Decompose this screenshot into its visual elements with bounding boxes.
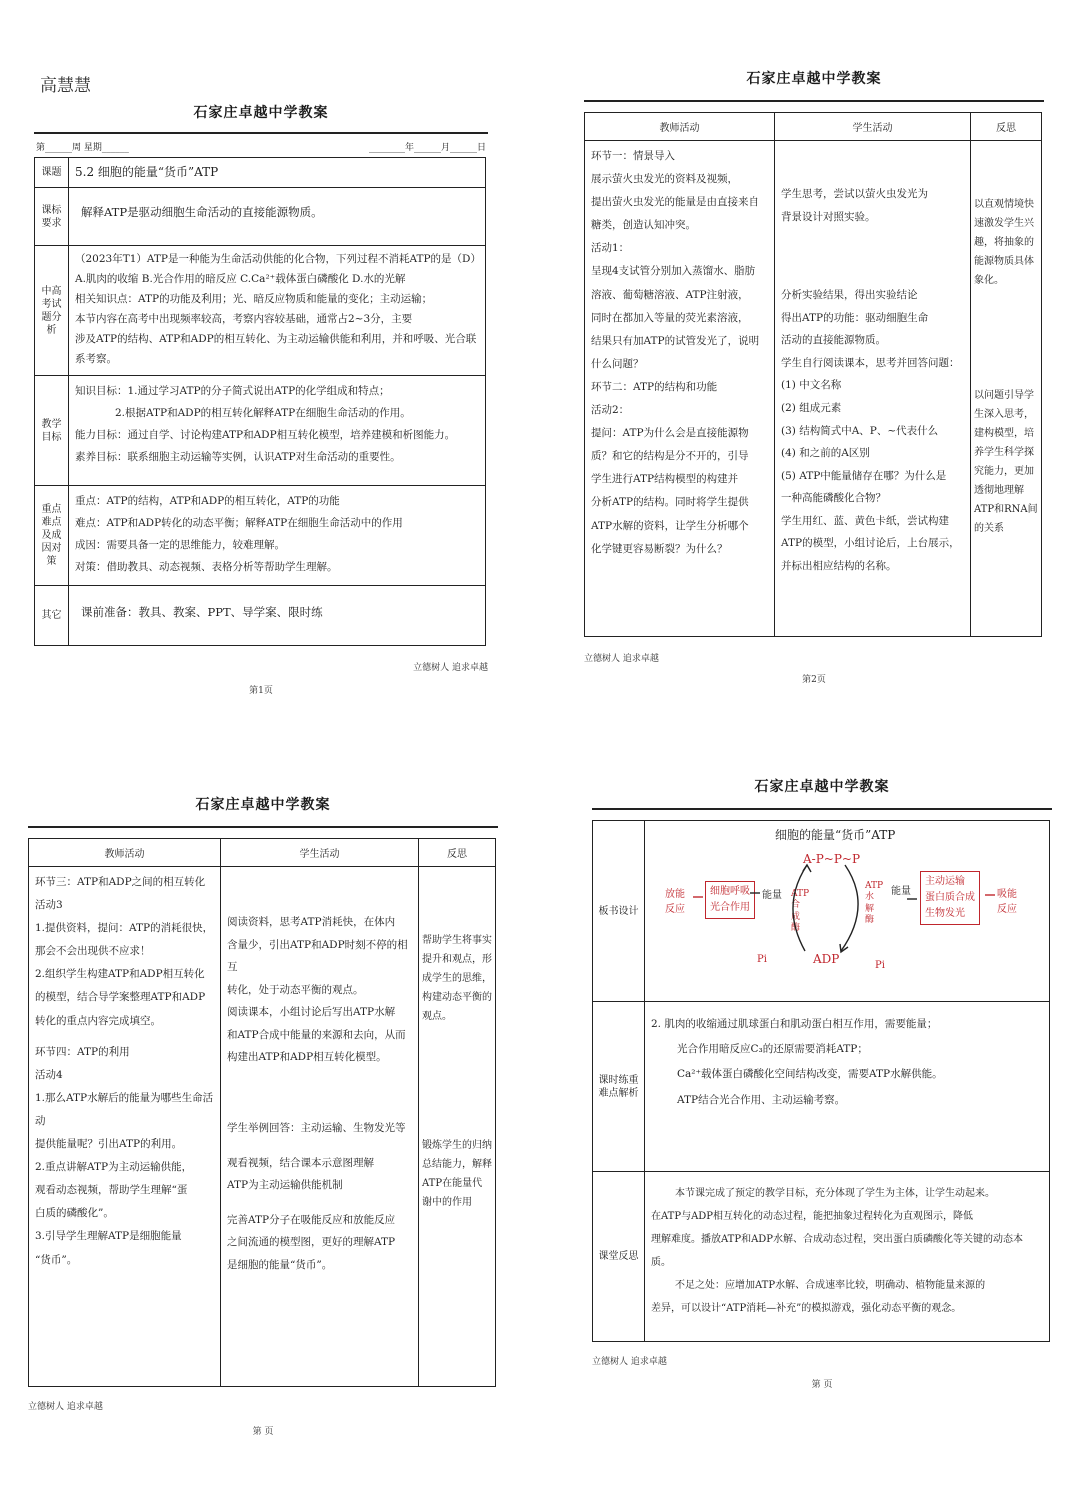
student-line: 转化，处于动态平衡的观点。 [227, 983, 364, 996]
student-line: 构建出ATP和ADP相互转化模型。 [227, 1051, 387, 1064]
page2-table [584, 112, 1042, 637]
teacher-line: 呈现4支试管分别加入蒸馏水、脂肪 [591, 265, 756, 278]
exam-analysis-label: 课时练重难点解析 [593, 1002, 645, 1172]
reflection-line: 帮助学生将事实提升和观点，形成学生的思维，构建动态平衡的观点。 [422, 935, 492, 1022]
page4-title: 石家庄卓越中学教案 [754, 779, 890, 795]
page2-student-cell [775, 141, 971, 637]
page1-number: 第1页 [249, 686, 273, 696]
teacher-activity-header: 教师活动 [29, 839, 221, 867]
teacher-line: 的模型，结合导学案整理ATP和ADP [35, 991, 206, 1004]
student-line: (4) 和之前的A区别 [781, 447, 870, 460]
key-line: 对策：借助教具、动态视频、表格分析等帮助学生理解。 [75, 561, 338, 574]
page4-footer: 立德树人 追求卓越 [592, 1357, 667, 1367]
page4-table [592, 820, 1050, 1342]
reflection-line: 差异，可以设计“ATP消耗—补充”的模拟游戏，强化动态平衡的观念。 [651, 1303, 962, 1314]
student-line: 学生用红、蓝、黄色卡纸，尝试构建 [781, 514, 949, 527]
student-line: 观看视频，结合课本示意图理解 [227, 1156, 374, 1169]
left-box-item: 细胞呼吸 [710, 886, 750, 897]
topic-value: 5.2 细胞的能量“货币”ATP [69, 158, 486, 188]
student-activity-header: 学生活动 [221, 839, 419, 867]
student-line: 学生自行阅读课本，思考并回答问题： [781, 356, 960, 369]
teacher-line: 活动1： [591, 242, 630, 255]
student-line: 得出ATP的功能：驱动细胞生命 [781, 311, 929, 324]
teacher-activity-header: 教师活动 [585, 113, 775, 141]
reflection-header: 反思 [419, 839, 496, 867]
teacher-line: ATP水解的资料，让学生分析哪个 [591, 519, 749, 532]
reflection-header: 反思 [971, 113, 1042, 141]
teacher-line: 学生进行ATP结构模型的构建并 [591, 473, 739, 486]
hydrolysis-arc [841, 865, 858, 951]
exam-line: 相关知识点：ATP的功能及利用；光、暗反应物质和能量的变化；主动运输； [75, 292, 433, 305]
teacher-line: 什么问题？ [591, 357, 644, 370]
right-use-box [920, 871, 980, 925]
student-line: 阅读课本，小组讨论后写出ATP水解 [227, 1006, 396, 1019]
exam-label: 中高考试题分析 [35, 246, 69, 376]
synthase-label: ATP合成酶 [791, 889, 810, 933]
atp-formula: A-P~P~P [803, 852, 861, 866]
goal-line: 知识目标：1.通过学习ATP的分子简式说出ATP的化学组成和特点； [75, 385, 390, 397]
page2-footer: 立德树人 追求卓越 [584, 654, 659, 664]
student-line: 完善ATP分子在吸能反应和放能反应 [227, 1213, 396, 1226]
goal-line: 素养目标：联系细胞主动运输等实例，认识ATP对生命活动的重要性。 [75, 451, 401, 464]
lesson-plan-page-1 [34, 100, 488, 720]
teacher-line: 环节二：ATP的结构和功能 [591, 380, 718, 393]
key-points [69, 486, 486, 586]
teacher-line: 活动4 [35, 1068, 63, 1081]
page1-title: 石家庄卓越中学教案 [193, 105, 329, 121]
teacher-line: 那会不会出现供不应求！ [35, 945, 151, 958]
hydrolase-label: ATP水解酶 [865, 881, 884, 925]
teacher-line: 结果只有加ATP的试管发光了，说明 [591, 334, 760, 347]
reflection-line: 不足之处：应增加ATP水解、合成速率比较，明确动、植物能量来源的 [675, 1280, 986, 1291]
reflection-line: 锻炼学生的归纳总结能力，解释ATP在能量代谢中的作用 [422, 1140, 492, 1208]
teacher-line: 转化的重点内容完成填空。 [35, 1014, 161, 1027]
exam-line: A.肌肉的收缩 B.光合作用的暗反应 C.Ca²⁺载体蛋白磷酸化 D.水的光解 [75, 272, 406, 285]
board-title: 细胞的能量“货币”ATP [775, 828, 896, 842]
reflection-line: 在ATP与ADP相互转化的动态过程，能把抽象过程转化为直观图示，降低 [651, 1211, 974, 1222]
lesson-plan-page-2 [584, 68, 1044, 708]
reflection-line: 以直观情境快速激发学生兴趣，将抽象的能源物质具体象化。 [974, 199, 1034, 286]
energy-right-label: 能量 [891, 886, 911, 897]
teacher-line: 同时在都加入等量的荧光素溶液， [591, 311, 749, 324]
teacher-line: 3.引导学生理解ATP是细胞能量 [35, 1230, 182, 1243]
exam-line: （2023年T1）ATP是一种能为生命活动供能的化合物，下列过程不消耗ATP的是（D） [75, 253, 481, 265]
exam-line: 涉及ATP的结构、ATP和ADP的相互转化、为主动运输供能和利用，并和呼吸、光合联系考察。 [75, 332, 477, 365]
lesson-plan-page-3 [28, 794, 498, 1444]
left-outer-label: 放能反应 [665, 889, 685, 915]
exam-analysis [69, 246, 486, 376]
other-label: 其它 [35, 586, 69, 646]
goal-line: 能力目标：通过自学、讨论构建ATP和ADP相互转化模型，培养建模和析图能力。 [75, 429, 456, 442]
student-line: 并标出相应结构的名称。 [781, 559, 897, 572]
student-line: 学生举例回答：主动运输、生物发光等 [227, 1121, 406, 1134]
student-line: (5) ATP中能量储存在哪？为什么是 [781, 469, 947, 482]
page1-date-line: 第______周 星期______ ________年______月______日 [36, 143, 486, 153]
key-line: 重点：ATP的结构，ATP和ADP的相互转化，ATP的功能 [75, 495, 340, 507]
teacher-line: 糖类，创造认知冲突。 [591, 219, 696, 232]
teacher-line: 活动3 [35, 899, 63, 912]
reflection-line: 理解难度。播放ATP和ADP水解、合成动态过程，突出蛋白质磷酸化等关键的动态本质。 [651, 1234, 1024, 1268]
key-line: 难点：ATP和ADP转化的动态平衡；解释ATP在细胞生命活动中的作用 [75, 517, 403, 530]
teaching-goals [69, 376, 486, 486]
student-line: 活动的直接能源物质。 [781, 334, 886, 347]
student-line: 背景设计对照实验。 [781, 210, 876, 223]
page1-table [34, 157, 486, 646]
lesson-plan-page-4 [592, 776, 1052, 1396]
hydrolysis-arrowhead [840, 944, 848, 952]
student-line: ATP的模型，小组讨论后，上台展示， [781, 537, 960, 550]
student-activity-header: 学生活动 [775, 113, 971, 141]
author-signature: 高慧慧 [40, 76, 91, 96]
page4-number: 第 页 [811, 1380, 833, 1390]
page3-title: 石家庄卓越中学教案 [195, 797, 331, 813]
page3-student-cell [221, 867, 419, 1387]
page3-table [28, 838, 496, 1387]
exam-line: 光合作用暗反应C₃的还原需要消耗ATP； [677, 1043, 868, 1056]
student-line: 学生思考，尝试以萤火虫发光为 [781, 188, 928, 200]
teacher-line: 化学键更容易断裂？为什么？ [591, 542, 728, 555]
key-line: 成因：需要具备一定的思维能力，较难理解。 [75, 539, 285, 552]
page2-teacher-cell [585, 141, 775, 637]
board-design [645, 821, 1050, 1002]
student-line: 是细胞的能量“货币”。 [227, 1258, 333, 1271]
page3-teacher-cell [29, 867, 221, 1387]
right-box-item: 主动运输 [925, 876, 965, 887]
teacher-line: 白质的磷酸化”。 [35, 1207, 114, 1220]
goal-line: 2.根据ATP和ADP的相互转化解释ATP在细胞生命活动的作用。 [115, 407, 411, 420]
topic-label: 课题 [35, 158, 69, 188]
right-outer-label: 吸能反应 [997, 889, 1017, 915]
page2-title: 石家庄卓越中学教案 [746, 71, 882, 87]
left-source-box [705, 881, 755, 919]
student-line: (1) 中文名称 [781, 379, 842, 392]
teacher-line: 质？和它的结构是分不开的，引导 [591, 450, 749, 463]
teacher-line: 2.组织学生构建ATP和ADP相互转化 [35, 968, 205, 981]
student-line: 之间流通的模型图，更好的理解ATP [227, 1236, 396, 1249]
teacher-line: 环节四：ATP的利用 [35, 1045, 130, 1058]
page1-footer: 立德树人 追求卓越 [413, 663, 488, 673]
page3-number: 第 页 [252, 1427, 274, 1437]
standard-value: 解释ATP是驱动细胞生命活动的直接能源物质。 [69, 188, 486, 246]
teacher-line: 溶液、葡萄糖溶液、ATP注射液， [591, 288, 749, 301]
student-line: (3) 结构简式中A、P、~代表什么 [781, 424, 939, 437]
exam-line: ATP结合光合作用、主动运输考察。 [677, 1093, 846, 1106]
teacher-line: 环节一：情景导入 [591, 150, 675, 162]
student-line: ATP为主动运输供能机制 [227, 1179, 343, 1192]
standard-label: 课标要求 [35, 188, 69, 246]
class-reflection-cell [645, 1172, 1050, 1342]
teacher-line: 环节三：ATP和ADP之间的相互转化 [35, 876, 206, 888]
reflection-line: 本节课完成了预定的教学目标，充分体现了学生为主体，让学生动起来。 [675, 1188, 995, 1199]
teacher-line: 提供能量呢？引出ATP的利用。 [35, 1138, 183, 1151]
student-line: 含量少，引出ATP和ADP时刻不停的相互 [227, 938, 408, 974]
key-label: 重点难点及成因对策 [35, 486, 69, 586]
other-value: 课前准备：教具、教案、PPT、导学案、限时练 [69, 586, 486, 646]
page2-number: 第2页 [802, 675, 826, 685]
page3-reflection-cell [419, 867, 496, 1387]
exam-line: 本节内容在高考中出现频率较高，考察内容较基础，通常占2~3分，主要 [75, 312, 413, 325]
teacher-line: 活动2： [591, 404, 630, 417]
student-line: 阅读资料，思考ATP消耗快，在体内 [227, 916, 396, 928]
exam-line: Ca²⁺载体蛋白磷酸化空间结构改变，需要ATP水解供能。 [677, 1068, 943, 1081]
energy-left-label: 能量 [762, 890, 782, 901]
student-line: 一种高能磷酸化合物？ [781, 492, 886, 505]
right-box-item: 蛋白质合成 [925, 892, 975, 903]
exam-analysis-cell [645, 1002, 1050, 1172]
teacher-line: 分析ATP的结构。同时将学生提供 [591, 496, 749, 509]
teacher-line: 2.重点讲解ATP为主动运输供能， [35, 1161, 193, 1174]
adp-label: ADP [813, 952, 840, 966]
class-reflection-label: 课堂反思 [593, 1172, 645, 1342]
teacher-line: “货币”。 [35, 1253, 78, 1266]
exam-line: 2. 肌肉的收缩通过肌球蛋白和肌动蛋白相互作用，需要能量； [651, 1018, 938, 1030]
left-box-item: 光合作用 [710, 902, 750, 913]
reflection-line: 以问题引导学生深入思考，建构模型，培养学生科学探究能力，更加透彻地理解ATP和RNA间的关系 [974, 390, 1038, 534]
student-line: 分析实验结果，得出实验结论 [781, 289, 918, 302]
page2-reflection-cell [971, 141, 1042, 637]
pi-left: Pi [757, 954, 767, 965]
right-box-item: 生物发光 [925, 908, 965, 919]
teacher-line: 1.那么ATP水解后的能量为哪些生命活动 [35, 1091, 214, 1127]
teacher-line: 提出萤火虫发光的能量是由直接来自 [591, 196, 759, 209]
goals-label: 教学目标 [35, 376, 69, 486]
pi-right: Pi [875, 960, 885, 971]
teacher-line: 1.提供资料，提问：ATP的消耗很快， [35, 922, 214, 935]
board-label: 板书设计 [593, 821, 645, 1002]
student-line: 和ATP合成中能量的来源和去向，从而 [227, 1028, 406, 1041]
student-line: (2) 组成元素 [781, 401, 842, 414]
teacher-line: 观看动态视频，帮助学生理解“蛋 [35, 1184, 188, 1197]
page3-footer: 立德树人 追求卓越 [28, 1402, 103, 1412]
teacher-line: 提问：ATP为什么会是直接能源物 [591, 427, 749, 440]
teacher-line: 展示萤火虫发光的资料及视频， [591, 173, 738, 186]
